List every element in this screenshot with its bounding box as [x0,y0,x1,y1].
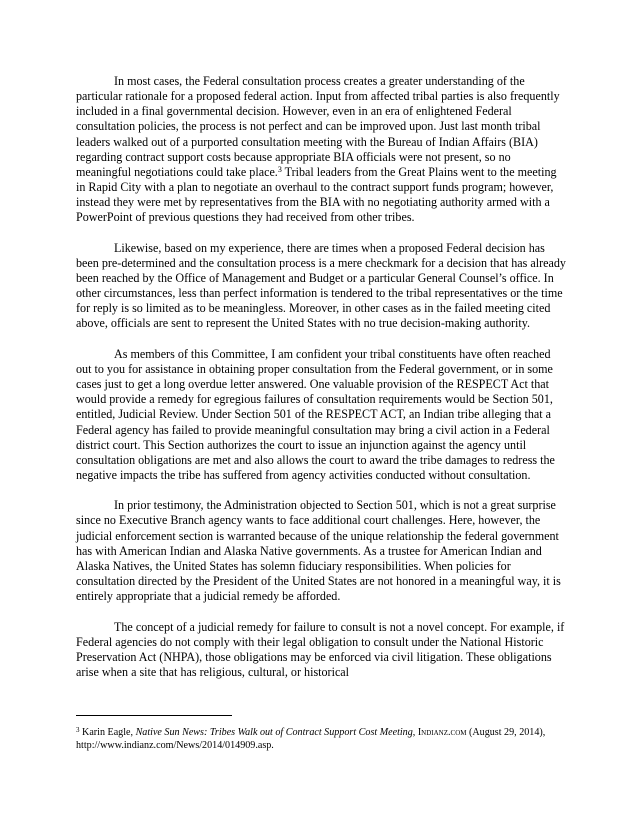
footnote-divider [76,715,232,716]
paragraph-5: The concept of a judicial remedy for failure to consult is not a novel concept. For example, if Federal agencies do not comply with their legal obligation to consult under the National Historic Preservation Act (NHPA), those obligations may be enforced via civil litigation. These obligations arise when a site that has religious, cultural, or historical [76,619,565,680]
body-text [76,74,566,680]
footnote-comma: , [412,727,418,738]
footnote-separator: , [130,727,136,738]
footnote-title: Native Sun News: Tribes Walk out of Contract Support Cost Meeting [135,727,413,738]
footnote-source: Indianz.com [417,727,467,738]
paragraph-1-text-continued: Tribal leaders from the Great Plains went to the meeting in Rapid City with a plan to negotiate an overhaul to the contract support funds program; however, instead they were met by representatives from the BIA with no negotiating authority armed with a PowerPoint of previous questions they had received from other tribes. [76,164,557,225]
paragraph-3: As members of this Committee, I am confident your tribal constituents have often reached out to you for assistance in obtaining proper consultation from the Federal government, or in some cases just to get a long overdue letter answered. One valuable provision of the RESPECT Act that would provide a remedy for egregious failures of consultation requirements would be Section 501, entitled, Judicial Review. Under Section 501 of the RESPECT ACT, an Indian tribe alleging that a Federal agency has failed to provide meaningful consultation may bring a civil action in a Federal district court. This Section authorizes the court to issue an injunction against the agency until consultation obligations are met and also allows the court to award the tribe damages to redress the negative impacts the tribe has suffered from agency activities conducted without consultation. [76,346,555,483]
paragraph-1-text: In most cases, the Federal consultation process creates a greater understanding of the particular rationale for a proposed federal action. Input from affected tribal parties is also frequently included in a final governmental decision. However, even in an era of enlightened Federal consultation policies, the process is not perfect and can be improved upon. Just last month tribal leaders walked out of a purported consultation meeting with the Bureau of Indian Affairs (BIA) regarding contract support costs because appropriate BIA officials were not present, so no meaningful negotiations could take place. [76,74,560,179]
footnote-reference[interactable]: 3 [277,164,282,174]
footnote-author: Karin Eagle [82,727,131,738]
footnote-citation[interactable]: (August 29, 2014), http://www.indianz.com/News/2014/014909.asp. [76,727,546,751]
paragraph-1 [76,74,566,226]
footnote-number: 3 [76,726,80,734]
paragraph-4: In prior testimony, the Administration objected to Section 501, which is not a great surprise since no Executive Branch agency wants to face additional court challenges. Here, however, the judicial enforcement section is warranted because of the unique relationship the federal government has with American Indian and Alaska Native governments. As a trustee for American Indian and Alaska Natives, the United States has solemn fiduciary responsibilities. When policies for consultation directed by the President of the United States are not honored in a meaningful way, it is entirely appropriate that a judicial remedy be afforded. [76,498,561,604]
footnote [76,726,570,752]
paragraph-2: Likewise, based on my experience, there are times when a proposed Federal decision has been pre-determined and the consultation process is a mere checkmark for a decision that has already been reached by the Office of Management and Budget or a particular General Counsel’s office. In other circumstances, less than perfect information is tendered to the tribal representatives or the time for reply is so limited as to be meaningless. Moreover, in other cases as in the failed meeting cited above, officials are sent to represent the United States with no true decision-making authority. [76,240,566,331]
